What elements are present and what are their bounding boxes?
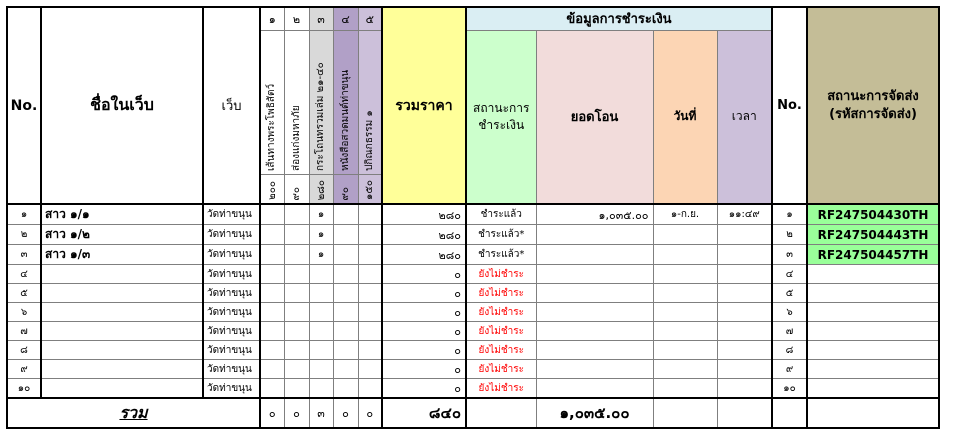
row-qty-1[interactable] <box>260 360 284 379</box>
total-price-header: รวมราคา <box>382 7 466 204</box>
row-date[interactable] <box>653 265 717 284</box>
row-transfer-amount[interactable] <box>536 322 653 341</box>
total-status-empty <box>466 398 536 428</box>
row-web[interactable]: วัดท่าขนุน <box>203 225 260 245</box>
row-web[interactable]: วัดท่าขนุน <box>203 204 260 225</box>
row-qty-2[interactable] <box>284 225 309 245</box>
row-qty-2[interactable] <box>284 265 309 284</box>
date-header: วันที่ <box>653 30 717 204</box>
row-no[interactable]: ๘ <box>7 341 41 360</box>
row-transfer-amount[interactable] <box>536 379 653 399</box>
row-qty-5[interactable] <box>358 245 382 265</box>
row-qty-1[interactable] <box>260 379 284 399</box>
row-no2[interactable]: ๓ <box>772 245 807 265</box>
row-qty-4[interactable] <box>333 322 358 341</box>
row-qty-3[interactable] <box>309 303 333 322</box>
row-qty-5[interactable] <box>358 265 382 284</box>
row-no2[interactable]: ๖ <box>772 303 807 322</box>
row-no[interactable]: ๑๐ <box>7 379 41 399</box>
row-no[interactable]: ๖ <box>7 303 41 322</box>
row-qty-5[interactable] <box>358 284 382 303</box>
table-row <box>7 379 939 399</box>
item-3-title: กระโถนทรวมเล่ม ๒๑-๔๐ <box>315 62 326 171</box>
row-web[interactable]: วัดท่าขนุน <box>203 284 260 303</box>
row-transfer-amount[interactable] <box>536 341 653 360</box>
row-qty-2[interactable] <box>284 341 309 360</box>
row-qty-5[interactable] <box>358 322 382 341</box>
row-qty-3[interactable] <box>309 360 333 379</box>
row-qty-3[interactable] <box>309 265 333 284</box>
row-no[interactable]: ๕ <box>7 284 41 303</box>
row-qty-4[interactable] <box>333 379 358 399</box>
row-qty-2[interactable] <box>284 303 309 322</box>
order-rows <box>7 204 939 398</box>
row-transfer-amount[interactable] <box>536 225 653 245</box>
row-qty-4[interactable] <box>333 225 358 245</box>
row-qty-5[interactable] <box>358 379 382 399</box>
item-4-title-cell <box>333 30 358 174</box>
row-qty-3[interactable]: ๑ <box>309 245 333 265</box>
row-qty-2[interactable] <box>284 379 309 399</box>
row-qty-4[interactable] <box>333 204 358 225</box>
item-3-price-cell <box>309 174 333 204</box>
row-qty-5[interactable] <box>358 360 382 379</box>
total-shipping-empty <box>807 398 939 428</box>
row-qty-1[interactable] <box>260 341 284 360</box>
row-qty-1[interactable] <box>260 284 284 303</box>
row-date[interactable] <box>653 303 717 322</box>
item-5-title-cell <box>358 30 382 174</box>
row-date[interactable] <box>653 379 717 399</box>
payment-info-header: ข้อมูลการชำระเงิน <box>466 7 772 30</box>
row-qty-3[interactable]: ๑ <box>309 225 333 245</box>
table-row <box>7 265 939 284</box>
row-no[interactable]: ๑ <box>7 204 41 225</box>
row-qty-1[interactable] <box>260 245 284 265</box>
row-payment-status[interactable]: ชำระแล้ว* <box>466 245 536 265</box>
row-qty-1[interactable] <box>260 204 284 225</box>
row-web[interactable]: วัดท่าขนุน <box>203 341 260 360</box>
row-date[interactable] <box>653 360 717 379</box>
row-total[interactable]: ๐ <box>382 265 466 284</box>
row-tracking[interactable]: RF247504430TH <box>807 204 939 225</box>
row-time[interactable] <box>717 265 772 284</box>
row-no[interactable]: ๒ <box>7 225 41 245</box>
row-name[interactable] <box>41 284 203 303</box>
row-qty-3[interactable]: ๑ <box>309 204 333 225</box>
table-row <box>7 303 939 322</box>
row-qty-2[interactable] <box>284 245 309 265</box>
row-qty-1[interactable] <box>260 225 284 245</box>
order-sheet <box>6 6 940 429</box>
row-total[interactable]: ๐ <box>382 284 466 303</box>
row-total[interactable]: ๐ <box>382 379 466 399</box>
row-time[interactable] <box>717 379 772 399</box>
row-total[interactable]: ๐ <box>382 341 466 360</box>
total-item-1: ๐ <box>260 398 284 428</box>
row-name[interactable] <box>41 379 203 399</box>
row-transfer-amount[interactable] <box>536 360 653 379</box>
row-no[interactable]: ๔ <box>7 265 41 284</box>
row-web[interactable]: วัดท่าขนุน <box>203 265 260 284</box>
row-no[interactable]: ๓ <box>7 245 41 265</box>
row-qty-2[interactable] <box>284 204 309 225</box>
row-payment-status[interactable]: ยังไม่ชำระ <box>466 379 536 399</box>
item-1-price: ๒๐๐ <box>266 181 278 200</box>
row-transfer-amount[interactable] <box>536 303 653 322</box>
no-header: No. <box>7 7 41 204</box>
row-tracking[interactable] <box>807 322 939 341</box>
row-time[interactable]: ๑๑:๔๙ <box>717 204 772 225</box>
item-4-price: ๙๐ <box>340 186 351 200</box>
row-total[interactable]: ๒๘๐ <box>382 245 466 265</box>
row-transfer-amount[interactable] <box>536 284 653 303</box>
row-time[interactable] <box>717 341 772 360</box>
row-payment-status[interactable]: ยังไม่ชำระ <box>466 284 536 303</box>
row-no2[interactable]: ๙ <box>772 360 807 379</box>
row-date[interactable] <box>653 225 717 245</box>
row-qty-4[interactable] <box>333 360 358 379</box>
table-row <box>7 225 939 245</box>
item-4-price-cell <box>333 174 358 204</box>
item-1-title-cell <box>260 30 284 174</box>
row-no2[interactable]: ๘ <box>772 341 807 360</box>
item-5-price: ๑๕๐ <box>364 179 376 200</box>
row-qty-4[interactable] <box>333 265 358 284</box>
row-qty-5[interactable] <box>358 225 382 245</box>
row-tracking[interactable] <box>807 341 939 360</box>
item-4-num: ๔ <box>333 7 358 30</box>
row-time[interactable] <box>717 284 772 303</box>
row-web[interactable]: วัดท่าขนุน <box>203 322 260 341</box>
total-date-empty <box>653 398 717 428</box>
total-item-5: ๐ <box>358 398 382 428</box>
item-3-num: ๓ <box>309 7 333 30</box>
row-tracking[interactable] <box>807 284 939 303</box>
table-row <box>7 204 939 225</box>
table-row <box>7 341 939 360</box>
row-qty-1[interactable] <box>260 265 284 284</box>
row-transfer-amount[interactable] <box>536 245 653 265</box>
row-qty-3[interactable] <box>309 322 333 341</box>
row-name[interactable]: สาว ๑/๑ <box>41 204 203 225</box>
row-qty-4[interactable] <box>333 341 358 360</box>
item-2-title: ส่องแก่งมหาภัย <box>290 105 302 171</box>
item-1-num: ๑ <box>260 7 284 30</box>
row-payment-status[interactable]: ยังไม่ชำระ <box>466 341 536 360</box>
row-date[interactable] <box>653 245 717 265</box>
item-2-price: ๙๐ <box>291 186 302 200</box>
row-tracking[interactable] <box>807 265 939 284</box>
row-web[interactable]: วัดท่าขนุน <box>203 303 260 322</box>
row-qty-1[interactable] <box>260 303 284 322</box>
item-2-num: ๒ <box>284 7 309 30</box>
item-2-title-cell <box>284 30 309 174</box>
row-date[interactable] <box>653 322 717 341</box>
row-date[interactable]: ๑-ก.ย. <box>653 204 717 225</box>
row-web[interactable]: วัดท่าขนุน <box>203 360 260 379</box>
item-1-title: เส้นทางพระโพธิสัตว์ <box>266 83 278 171</box>
row-qty-5[interactable] <box>358 341 382 360</box>
row-web[interactable]: วัดท่าขนุน <box>203 245 260 265</box>
row-qty-2[interactable] <box>284 322 309 341</box>
total-label: รวม <box>7 398 260 428</box>
row-time[interactable] <box>717 360 772 379</box>
row-no2[interactable]: ๔ <box>772 265 807 284</box>
table-row <box>7 284 939 303</box>
row-payment-status[interactable]: ยังไม่ชำระ <box>466 265 536 284</box>
row-qty-3[interactable] <box>309 284 333 303</box>
row-time[interactable] <box>717 245 772 265</box>
row-date[interactable] <box>653 284 717 303</box>
row-total[interactable]: ๒๘๐ <box>382 204 466 225</box>
row-name[interactable]: สาว ๑/๓ <box>41 245 203 265</box>
total-time-empty <box>717 398 772 428</box>
grand-total-price: ๘๔๐ <box>382 398 466 428</box>
grand-total-amount: ๑,๐๓๕.๐๐ <box>536 398 653 428</box>
row-qty-4[interactable] <box>333 245 358 265</box>
shipping-status-header: สถานะการจัดส่ง (รหัสการจัดส่ง) <box>807 7 939 204</box>
item-5-price-cell <box>358 174 382 204</box>
table-row <box>7 360 939 379</box>
row-qty-3[interactable] <box>309 379 333 399</box>
row-qty-4[interactable] <box>333 303 358 322</box>
row-name[interactable] <box>41 341 203 360</box>
transfer-amount-header: ยอดโอน <box>536 30 653 204</box>
row-date[interactable] <box>653 341 717 360</box>
row-transfer-amount[interactable] <box>536 265 653 284</box>
row-payment-status[interactable]: ยังไม่ชำระ <box>466 303 536 322</box>
row-tracking[interactable] <box>807 379 939 399</box>
item-1-price-cell <box>260 174 284 204</box>
row-payment-status[interactable]: ชำระแล้ว* <box>466 225 536 245</box>
item-4-title: หนังสือสวดมนต์ท่าขนุน <box>339 69 351 171</box>
row-qty-5[interactable] <box>358 303 382 322</box>
row-qty-2[interactable] <box>284 284 309 303</box>
row-web[interactable]: วัดท่าขนุน <box>203 379 260 399</box>
row-name[interactable] <box>41 360 203 379</box>
row-no2[interactable]: ๕ <box>772 284 807 303</box>
row-tracking[interactable]: RF247504443TH <box>807 225 939 245</box>
row-total[interactable]: ๐ <box>382 322 466 341</box>
row-qty-5[interactable] <box>358 204 382 225</box>
table-row <box>7 322 939 341</box>
time-header: เวลา <box>717 30 772 204</box>
row-payment-status[interactable]: ยังไม่ชำระ <box>466 322 536 341</box>
row-no2[interactable]: ๗ <box>772 322 807 341</box>
item-5-num: ๕ <box>358 7 382 30</box>
total-no2-empty <box>772 398 807 428</box>
row-tracking[interactable]: RF247504457TH <box>807 245 939 265</box>
row-no2[interactable]: ๑๐ <box>772 379 807 399</box>
row-qty-1[interactable] <box>260 322 284 341</box>
item-2-price-cell <box>284 174 309 204</box>
total-item-2: ๐ <box>284 398 309 428</box>
row-total[interactable]: ๒๘๐ <box>382 225 466 245</box>
row-payment-status[interactable]: ชำระแล้ว <box>466 204 536 225</box>
row-no[interactable]: ๗ <box>7 322 41 341</box>
row-tracking[interactable] <box>807 303 939 322</box>
table-row <box>7 245 939 265</box>
row-time[interactable] <box>717 225 772 245</box>
row-no2[interactable]: ๒ <box>772 225 807 245</box>
payment-status-header: สถานะการ ชำระเงิน <box>466 30 536 204</box>
item-5-title: ปกิณกธรรม ๑ <box>363 110 375 171</box>
row-no[interactable]: ๙ <box>7 360 41 379</box>
row-time[interactable] <box>717 322 772 341</box>
row-total[interactable]: ๐ <box>382 360 466 379</box>
row-name[interactable] <box>41 265 203 284</box>
row-payment-status[interactable]: ยังไม่ชำระ <box>466 360 536 379</box>
total-item-3: ๓ <box>309 398 333 428</box>
item-3-title-cell <box>309 30 333 174</box>
row-transfer-amount[interactable]: ๑,๐๓๕.๐๐ <box>536 204 653 225</box>
item-3-price: ๒๘๐ <box>315 179 327 200</box>
no2-header: No. <box>772 7 807 204</box>
total-item-4: ๐ <box>333 398 358 428</box>
row-total[interactable]: ๐ <box>382 303 466 322</box>
row-qty-2[interactable] <box>284 360 309 379</box>
row-time[interactable] <box>717 303 772 322</box>
row-name[interactable]: สาว ๑/๒ <box>41 225 203 245</box>
row-name[interactable] <box>41 322 203 341</box>
web-header: เว็บ <box>203 7 260 204</box>
row-qty-4[interactable] <box>333 284 358 303</box>
name-header: ชื่อในเว็บ <box>41 7 203 204</box>
row-name[interactable] <box>41 303 203 322</box>
row-tracking[interactable] <box>807 360 939 379</box>
row-qty-3[interactable] <box>309 341 333 360</box>
row-no2[interactable]: ๑ <box>772 204 807 225</box>
